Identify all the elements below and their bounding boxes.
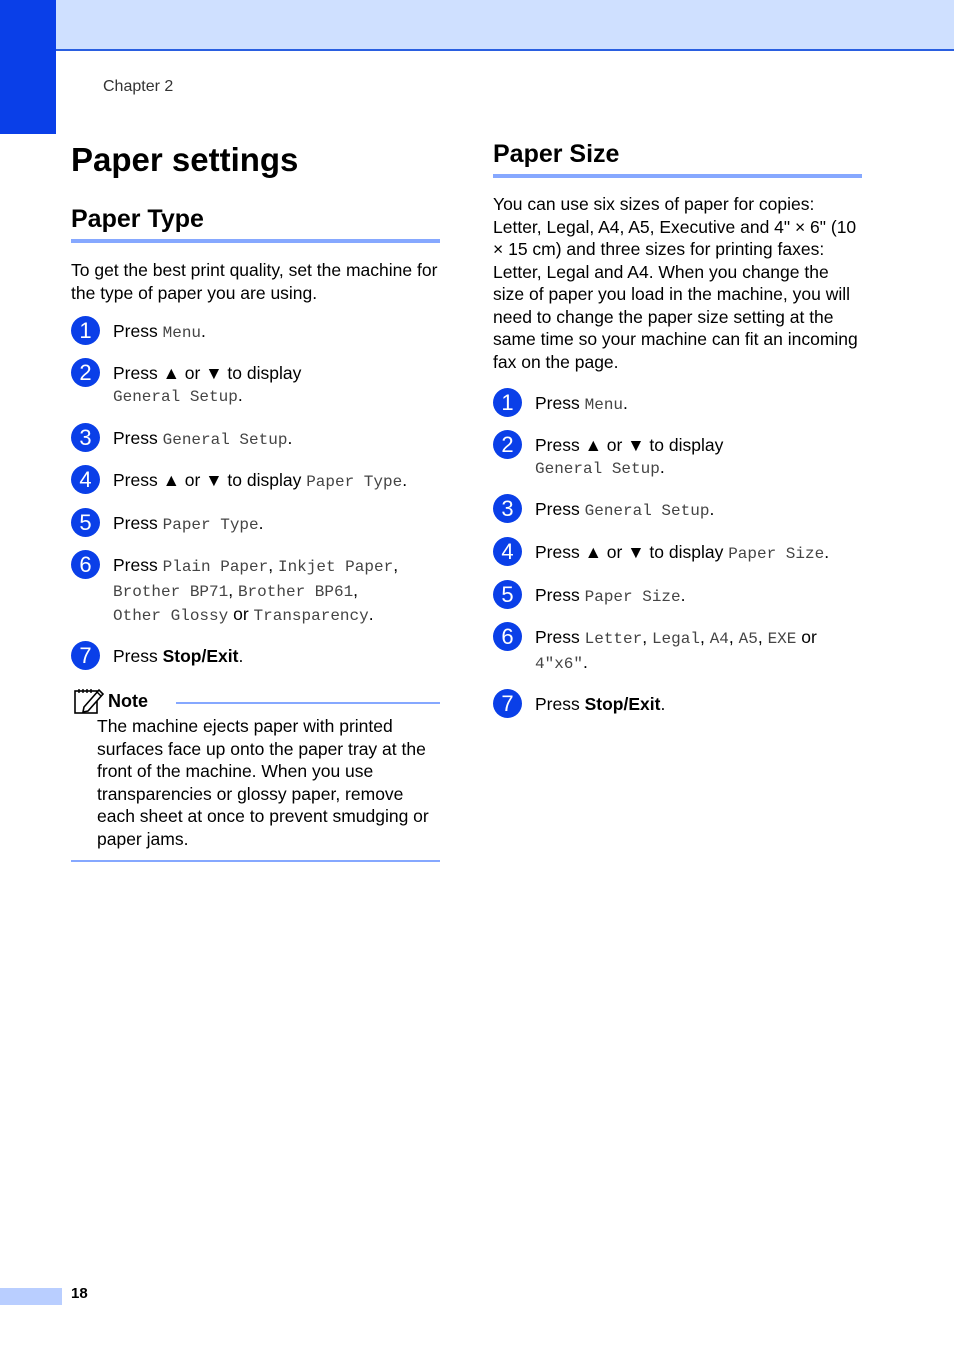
- separator: or: [796, 627, 817, 647]
- step-number-badge: 2: [493, 430, 522, 459]
- option-brother-bp71: Brother BP71: [113, 582, 229, 601]
- step-number-badge: 3: [71, 423, 100, 452]
- paper-size-heading: Paper Size: [493, 140, 862, 178]
- step-text: Press: [535, 584, 585, 605]
- menu-item: Paper Type: [162, 515, 259, 534]
- step-text: .: [402, 470, 408, 490]
- step-7: [493, 693, 862, 716]
- step-text: Press: [535, 498, 585, 519]
- option-4x6: 4"x6": [535, 654, 584, 673]
- separator: .: [368, 604, 374, 624]
- note-bottom-divider: [71, 860, 440, 862]
- step-5: [493, 581, 862, 609]
- step-number-badge: 5: [493, 580, 522, 609]
- page-title: Paper settings: [71, 141, 299, 178]
- step-text: Press ▲ or ▼ to display: [535, 542, 729, 562]
- option-legal: Legal: [651, 630, 700, 648]
- step-number-badge: 4: [71, 465, 100, 494]
- step-number-badge: 2: [71, 358, 100, 387]
- step-text: Press: [535, 627, 585, 647]
- step-text: .: [258, 512, 264, 533]
- step-text: .: [287, 427, 293, 448]
- option-a5: A5: [738, 630, 758, 648]
- step-text: .: [660, 694, 666, 714]
- footer-tab: [0, 1288, 62, 1305]
- step-1: [71, 320, 440, 345]
- note-header: [71, 687, 440, 715]
- separator: or: [228, 604, 254, 624]
- step-4: [493, 541, 862, 566]
- step-text: .: [201, 321, 206, 341]
- stop-exit-key: Stop/Exit: [162, 645, 239, 666]
- separator: ,: [728, 627, 739, 647]
- option-letter: Letter: [584, 630, 643, 648]
- step-text: Press: [535, 393, 585, 413]
- step-number-badge: 7: [71, 641, 100, 670]
- option-brother-bp61: Brother BP61: [237, 582, 354, 601]
- option-transparency: Transparency: [253, 607, 369, 625]
- step-6: [71, 554, 440, 628]
- step-6: [493, 626, 862, 675]
- step-2: [71, 359, 440, 409]
- step-text: .: [237, 385, 243, 405]
- step-number-badge: 1: [71, 316, 100, 345]
- step-2: [493, 431, 862, 481]
- step-text: .: [680, 584, 686, 605]
- menu-key: Menu: [584, 396, 624, 414]
- separator: ,: [642, 627, 652, 647]
- note-box: [71, 687, 440, 862]
- step-3: [71, 424, 440, 452]
- step-text: .: [824, 542, 830, 562]
- chapter-label: Chapter 2: [103, 78, 174, 95]
- chapter-tab: [0, 0, 56, 134]
- note-divider: [176, 702, 440, 704]
- menu-item: General Setup: [162, 430, 288, 449]
- step-text: Press: [113, 555, 163, 575]
- note-pencil-icon: [73, 685, 105, 715]
- separator: .: [583, 651, 588, 672]
- separator: ,: [228, 579, 238, 600]
- paper-type-intro: To get the best print quality, set the machine for the type of paper you are using.: [71, 260, 438, 303]
- menu-item: General Setup: [535, 460, 660, 478]
- step-5: [71, 509, 440, 537]
- step-text: Press ▲ or ▼ to display: [535, 434, 724, 455]
- note-label: Note: [108, 691, 148, 711]
- paper-type-section: [71, 205, 440, 862]
- separator: ,: [699, 627, 710, 647]
- option-plain-paper: Plain Paper: [162, 558, 269, 576]
- step-text: Press ▲ or ▼ to display: [113, 362, 302, 383]
- step-text: .: [659, 457, 665, 477]
- option-a4: A4: [709, 630, 729, 648]
- menu-item: Paper Size: [728, 545, 825, 563]
- menu-item: Paper Type: [306, 473, 403, 491]
- page-number: 18: [71, 1285, 88, 1302]
- paper-size-steps: [493, 392, 862, 716]
- step-number-badge: 6: [71, 550, 100, 579]
- separator: ,: [268, 555, 278, 575]
- step-4: [71, 469, 440, 494]
- separator: ,: [393, 555, 399, 575]
- step-7: [71, 642, 440, 668]
- step-3: [493, 495, 862, 523]
- paper-type-heading: Paper Type: [71, 205, 440, 243]
- separator: ,: [353, 579, 359, 600]
- option-exe: EXE: [767, 630, 797, 648]
- menu-item: General Setup: [113, 388, 238, 406]
- menu-item: Paper Size: [584, 587, 681, 606]
- step-number-badge: 5: [71, 508, 100, 537]
- option-inkjet-paper: Inkjet Paper: [277, 558, 394, 576]
- step-text: Press: [113, 512, 163, 533]
- paper-size-section: [493, 140, 862, 716]
- stop-exit-key: Stop/Exit: [584, 694, 661, 714]
- step-number-badge: 3: [493, 494, 522, 523]
- step-number-badge: 1: [493, 388, 522, 417]
- paper-size-intro: You can use six sizes of paper for copies: Letter, Legal, A4, A5, Executive and 4" × 6" (10 × 15 cm) and three sizes for printing faxes: Letter, Legal and A4. When you change the size of paper you load in the machine, you will need to change the paper size setting at the same time so your machine can fit an incoming fax on the page.: [493, 194, 858, 372]
- step-text: Press ▲ or ▼ to display: [113, 470, 307, 490]
- header-band: [0, 0, 954, 51]
- step-text: Press: [113, 427, 163, 448]
- step-text: .: [709, 498, 715, 519]
- step-text: .: [238, 645, 244, 666]
- step-number-badge: 4: [493, 537, 522, 566]
- separator: ,: [757, 627, 768, 647]
- menu-item: General Setup: [584, 501, 710, 520]
- step-text: .: [623, 393, 628, 413]
- paper-type-steps: [71, 320, 440, 667]
- step-text: Press: [113, 645, 163, 666]
- menu-key: Menu: [162, 324, 202, 342]
- step-text: Press: [113, 321, 163, 341]
- step-1: [493, 392, 862, 417]
- option-other-glossy: Other Glossy: [113, 607, 229, 625]
- step-number-badge: 6: [493, 622, 522, 651]
- step-number-badge: 7: [493, 689, 522, 718]
- step-text: Press: [535, 694, 585, 714]
- note-text: The machine ejects paper with printed surfaces face up onto the paper tray at the front of the machine. When you use transparencies or glossy paper, remove each sheet at once to prevent smudging or paper jams.: [97, 716, 429, 849]
